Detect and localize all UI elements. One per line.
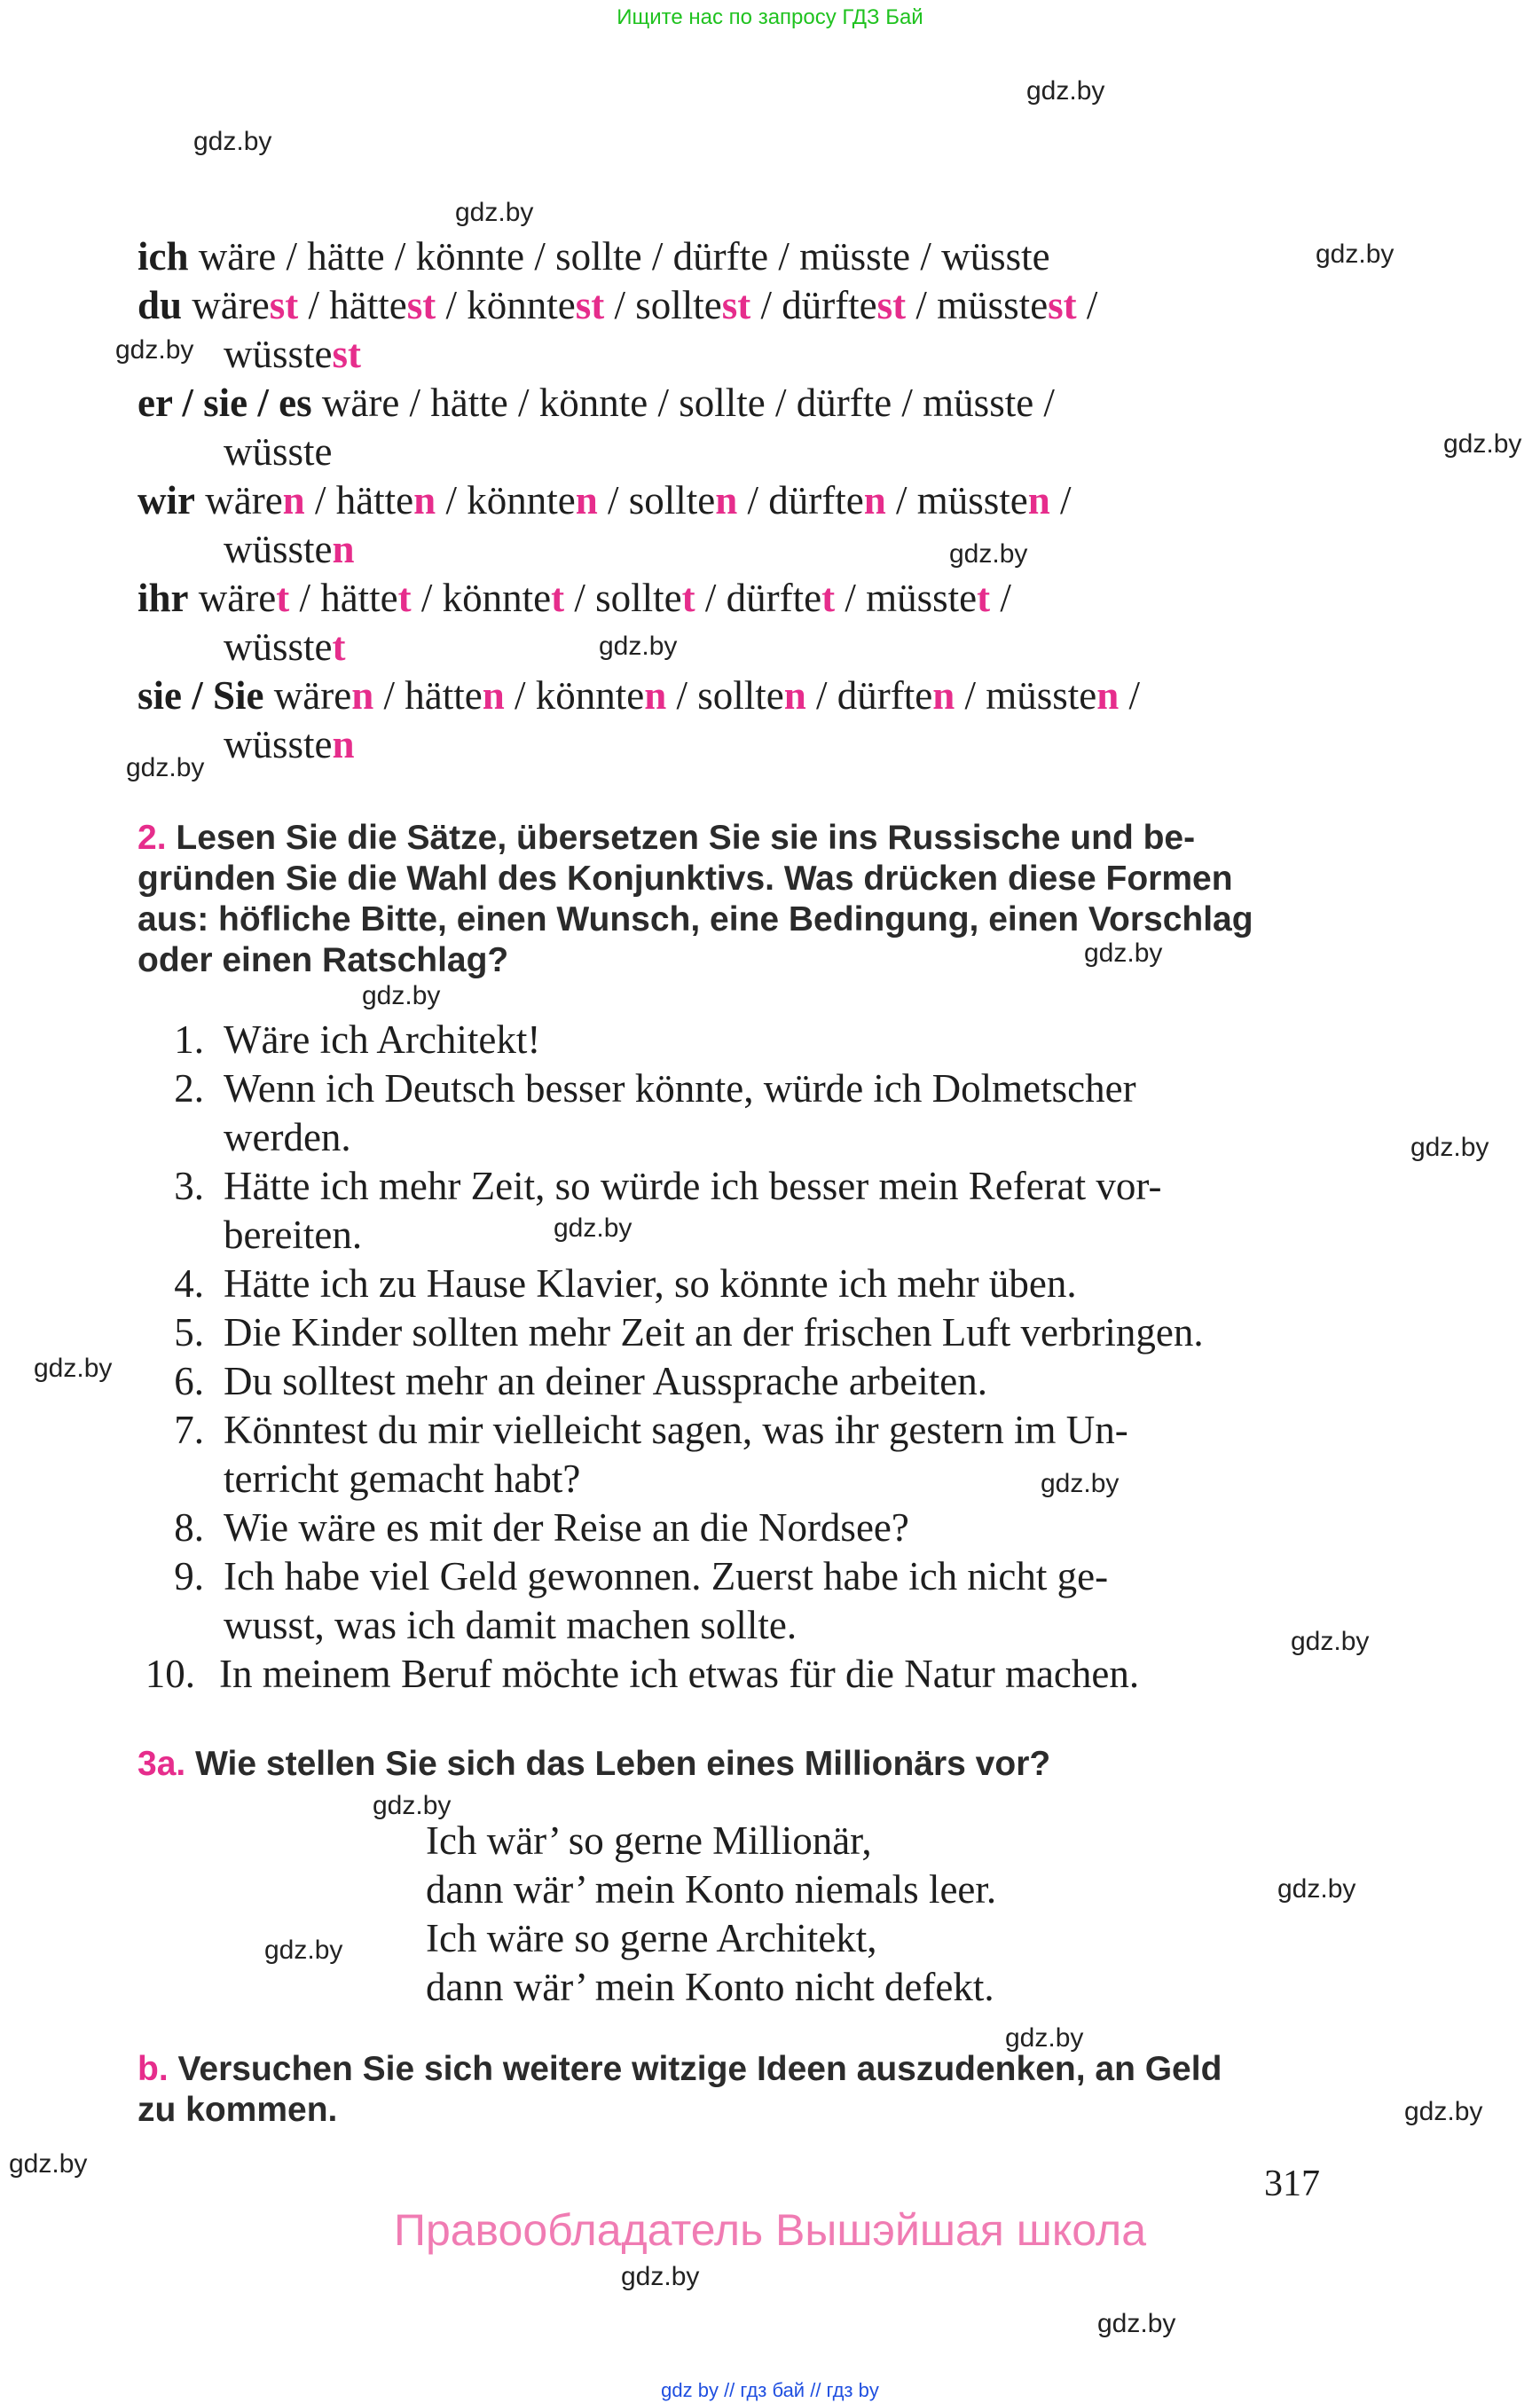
verb-forms: / sollte — [597, 478, 716, 522]
verb-ending: st — [332, 332, 361, 376]
verb-ending: n — [932, 673, 955, 718]
task-number: b. — [138, 2050, 169, 2088]
watermark: gdz.by — [362, 981, 441, 1010]
verb-forms: / dürfte — [695, 576, 822, 620]
poem-line: dann wär’ mein Konto nicht defekt. — [426, 1965, 994, 2009]
verb-ending: t — [397, 576, 412, 620]
watermark: gdz.by — [1316, 240, 1395, 269]
watermark: gdz.by — [1277, 1874, 1356, 1904]
watermark: gdz.by — [1404, 2097, 1483, 2126]
verb-ending: st — [575, 283, 605, 327]
watermark: gdz.by — [9, 2149, 88, 2179]
watermark: gdz.by — [34, 1354, 113, 1383]
verb-ending: n — [715, 478, 738, 522]
pronoun: du — [138, 283, 183, 327]
verb-ending: t — [551, 576, 565, 620]
watermark: gdz.by — [455, 198, 534, 227]
sentence-number: 6. — [174, 1359, 204, 1403]
task-text-line: zu kommen. — [138, 2091, 338, 2129]
verb-forms: / sollte — [604, 283, 722, 327]
task-3b-heading — [138, 2049, 1222, 2131]
verb-ending: t — [977, 576, 991, 620]
conjugation-row-continuation — [224, 428, 333, 476]
watermark: gdz.by — [1005, 2023, 1084, 2053]
verb-forms: / hätte — [304, 478, 414, 522]
task-text: Wie stellen Sie sich das Leben eines Millionärs vor? — [195, 1745, 1051, 1783]
verb-ending: st — [1048, 283, 1077, 327]
conjugation-row — [138, 476, 1072, 525]
watermark: gdz.by — [193, 127, 272, 156]
verb-ending: st — [406, 283, 436, 327]
sentence-text: werden. — [224, 1115, 351, 1159]
verb-forms: wäre — [188, 576, 277, 620]
watermark: gdz.by — [599, 632, 678, 661]
pronoun: sie / Sie — [138, 673, 264, 718]
pronoun: wir — [138, 478, 195, 522]
sentence-text: terricht gemacht habt? — [224, 1457, 581, 1501]
verb-forms: / könnte — [411, 576, 552, 620]
sentence-text: bereiten. — [224, 1213, 363, 1257]
watermark: gdz.by — [949, 539, 1028, 569]
verb-forms: / könnte — [504, 673, 645, 718]
verb-forms: / dürfte — [805, 673, 933, 718]
page-number: 317 — [1264, 2163, 1320, 2204]
sentence-text: Hätte ich mehr Zeit, so würde ich besser mein Referat vor- — [224, 1164, 1162, 1208]
task-number: 2. — [138, 819, 167, 857]
poem-line: Ich wäre so gerne Architekt, — [426, 1916, 877, 1960]
verb-forms: / könnte — [436, 283, 576, 327]
conjugation-row — [138, 671, 1140, 720]
watermark: gdz.by — [1097, 2309, 1176, 2338]
verb-ending: n — [1096, 673, 1120, 718]
verb-forms: / — [1076, 283, 1098, 327]
task-number: 3a. — [138, 1745, 186, 1783]
pronoun: er / sie / es — [138, 381, 312, 425]
task-text-line: Lesen Sie die Sätze, übersetzen Sie sie ins Russische und be- — [176, 819, 1196, 857]
verb-forms: / — [1049, 478, 1072, 522]
verb-forms: wüsste — [224, 429, 333, 474]
watermark: gdz.by — [373, 1791, 452, 1820]
verb-ending: n — [332, 527, 355, 571]
verb-ending: t — [821, 576, 836, 620]
watermark: gdz.by — [621, 2262, 700, 2291]
verb-ending: n — [644, 673, 667, 718]
sentence-number: 4. — [174, 1261, 204, 1306]
sentence-text: In meinem Beruf möchte ich etwas für die Natur machen. — [219, 1652, 1140, 1696]
sentence-number: 5. — [174, 1310, 204, 1355]
verb-forms: wäre / hätte / könnte / sollte / dürfte / müsste / — [311, 381, 1055, 425]
verb-forms: / — [990, 576, 1011, 620]
task-text-line: gründen Sie die Wahl des Konjunktivs. Was drücken diese Formen — [138, 860, 1233, 898]
verb-ending: n — [282, 478, 305, 522]
sentence-number: 10. — [145, 1652, 195, 1696]
top-banner[interactable]: Ищите нас по запросу ГДЗ Бай — [617, 5, 923, 29]
task-2-heading — [138, 818, 1253, 981]
verb-forms: wäre / hätte / könnte / sollte / dürfte / müsste / wüsste — [188, 234, 1050, 279]
verb-forms: / dürfte — [737, 478, 864, 522]
watermark: gdz.by — [115, 335, 194, 365]
verb-ending: t — [681, 576, 695, 620]
verb-forms: wüsste — [224, 332, 333, 376]
sentence-number: 7. — [174, 1408, 204, 1452]
verb-forms: wüsste — [224, 624, 333, 669]
watermark: gdz.by — [554, 1213, 632, 1243]
watermark: gdz.by — [1291, 1627, 1370, 1656]
verb-forms: / müsste — [835, 576, 978, 620]
verb-ending: n — [863, 478, 886, 522]
verb-ending: n — [482, 673, 505, 718]
verb-forms: / sollte — [666, 673, 784, 718]
sentence-number: 8. — [174, 1505, 204, 1550]
sentence-number: 1. — [174, 1017, 204, 1062]
verb-ending: st — [269, 283, 299, 327]
task-text-line: Versuchen Sie sich weitere witzige Ideen auszudenken, an Geld — [177, 2050, 1222, 2088]
verb-ending: n — [351, 673, 374, 718]
copyright-holder: Правообладатель Вышэйшая школа — [394, 2205, 1146, 2255]
verb-ending: n — [783, 673, 806, 718]
sentence-number: 3. — [174, 1164, 204, 1208]
verb-forms: / müsste — [906, 283, 1049, 327]
watermark: gdz.by — [1410, 1133, 1489, 1162]
verb-forms: wäre — [182, 283, 270, 327]
task-3a-heading — [138, 1744, 1050, 1785]
verb-forms: wäre — [194, 478, 283, 522]
watermark: gdz.by — [1026, 76, 1105, 106]
watermark: gdz.by — [264, 1936, 343, 1965]
sentence-text: Hätte ich zu Hause Klavier, so könnte ich mehr üben. — [224, 1261, 1077, 1306]
poem-line: Ich wär’ so gerne Millionär, — [426, 1818, 872, 1863]
sentence-text: Wenn ich Deutsch besser könnte, würde ich Dolmetscher — [224, 1066, 1136, 1111]
verb-forms: wüsste — [224, 722, 333, 766]
pronoun: ich — [138, 234, 189, 279]
pronoun: ihr — [138, 576, 189, 620]
conjugation-row — [138, 574, 1011, 623]
verb-forms: wäre — [263, 673, 352, 718]
sentence-number: 2. — [174, 1066, 204, 1111]
poem-line: dann wär’ mein Konto niemals leer. — [426, 1867, 997, 1912]
poem — [426, 1817, 996, 2012]
sentence-text: Wie wäre es mit der Reise an die Nordsee? — [224, 1505, 909, 1550]
verb-ending: n — [332, 722, 355, 766]
verb-forms: / müsste — [955, 673, 1097, 718]
watermark: gdz.by — [1443, 429, 1522, 459]
verb-ending: t — [276, 576, 290, 620]
verb-forms: / hätte — [289, 576, 398, 620]
verb-forms: / — [1119, 673, 1141, 718]
verb-forms: / sollte — [564, 576, 682, 620]
conjugation-row — [138, 281, 1097, 330]
conjugation-row-continuation — [224, 525, 355, 574]
footer-links[interactable]: gdz by // гдз бай // гдз by — [661, 2379, 879, 2401]
sentence-text: Könntest du mir vielleicht sagen, was ihr gestern im Un- — [224, 1408, 1128, 1452]
verb-ending: n — [575, 478, 598, 522]
sentence-text: Die Kinder sollten mehr Zeit an der frischen Luft verbringen. — [224, 1310, 1204, 1355]
verb-forms: / könnte — [436, 478, 576, 522]
verb-forms: / hätte — [373, 673, 483, 718]
conjugation-row-continuation — [224, 623, 346, 671]
verb-ending: st — [721, 283, 751, 327]
verb-ending: n — [1027, 478, 1050, 522]
task-text-line: oder einen Ratschlag? — [138, 941, 509, 979]
verb-ending: st — [876, 283, 907, 327]
sentence-text: Ich habe viel Geld gewonnen. Zuerst habe ich nicht ge- — [224, 1554, 1109, 1598]
watermark: gdz.by — [1041, 1469, 1120, 1498]
verb-forms: / müsste — [885, 478, 1028, 522]
sentence-number: 9. — [174, 1554, 204, 1598]
watermark: gdz.by — [126, 753, 205, 782]
verb-forms: wüsste — [224, 527, 333, 571]
conjugation-row — [138, 232, 1050, 281]
verb-ending: t — [332, 624, 346, 669]
verb-ending: n — [413, 478, 436, 522]
sentence-text: wusst, was ich damit machen sollte. — [224, 1603, 798, 1647]
conjugation-row-continuation — [224, 720, 355, 769]
watermark: gdz.by — [1084, 938, 1163, 968]
conjugation-row — [138, 379, 1055, 428]
verb-forms: / dürfte — [750, 283, 877, 327]
verb-forms: / hätte — [298, 283, 407, 327]
sentence-text: Wäre ich Architekt! — [224, 1017, 541, 1062]
task-text-line: aus: höfliche Bitte, einen Wunsch, eine Bedingung, einen Vorschlag — [138, 900, 1253, 938]
conjugation-row-continuation — [224, 330, 361, 379]
sentence-text: Du solltest mehr an deiner Aussprache arbeiten. — [224, 1359, 987, 1403]
